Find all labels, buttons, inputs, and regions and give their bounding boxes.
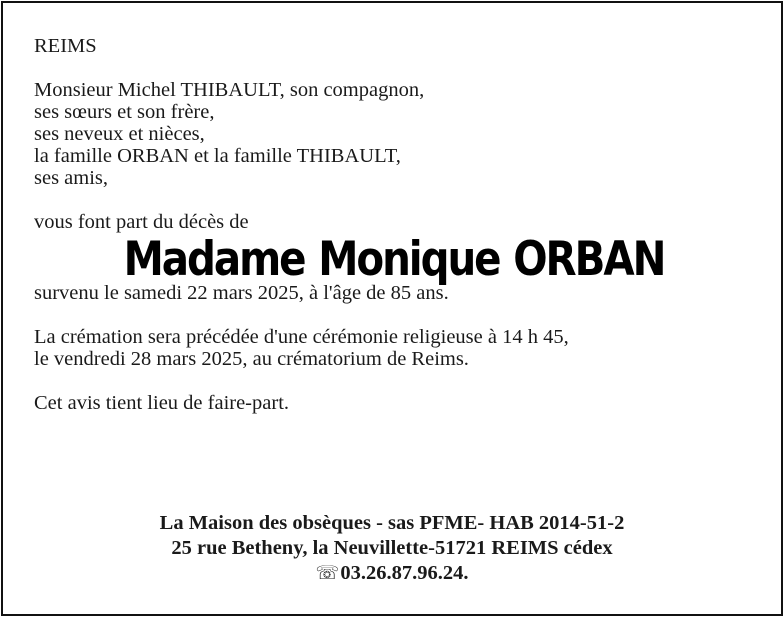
funeral-home-block [3, 511, 781, 586]
phone-icon: ☏ [315, 562, 340, 584]
intro-text: vous font part du décès de [34, 211, 249, 233]
notice-frame [1, 1, 783, 616]
funeral-home-phone-line [3, 561, 781, 586]
spacer [34, 370, 754, 392]
closing-text: Cet avis tient lieu de faire-part. [34, 392, 290, 414]
spacer [34, 304, 754, 326]
funeral-home-name: La Maison des obsèques - sas PFME- HAB 2014-51-2 [159, 512, 625, 534]
family-line: ses sœurs et son frère, [34, 101, 215, 123]
family-line: la famille ORBAN et la famille THIBAULT, [34, 145, 401, 167]
city-heading: REIMS [34, 35, 97, 57]
spacer [34, 189, 754, 211]
family-line: ses amis, [34, 167, 109, 189]
family-line: Monsieur Michel THIBAULT, son compagnon, [34, 79, 425, 101]
deceased-name: Madame Monique ORBAN [123, 232, 665, 287]
family-line: ses neveux et nièces, [34, 123, 205, 145]
ceremony-line: le vendredi 28 mars 2025, au crématorium de Reims. [34, 348, 469, 370]
funeral-home-address: 25 rue Betheny, la Neuvillette-51721 REIMS cédex [171, 537, 613, 559]
death-info: survenu le samedi 22 mars 2025, à l'âge de 85 ans. [34, 282, 449, 304]
spacer [34, 57, 754, 79]
notice-body [34, 35, 754, 414]
funeral-home-phone: 03.26.87.96.24. [340, 562, 469, 584]
ceremony-line: La crémation sera précédée d'une cérémonie religieuse à 14 h 45, [34, 326, 569, 348]
